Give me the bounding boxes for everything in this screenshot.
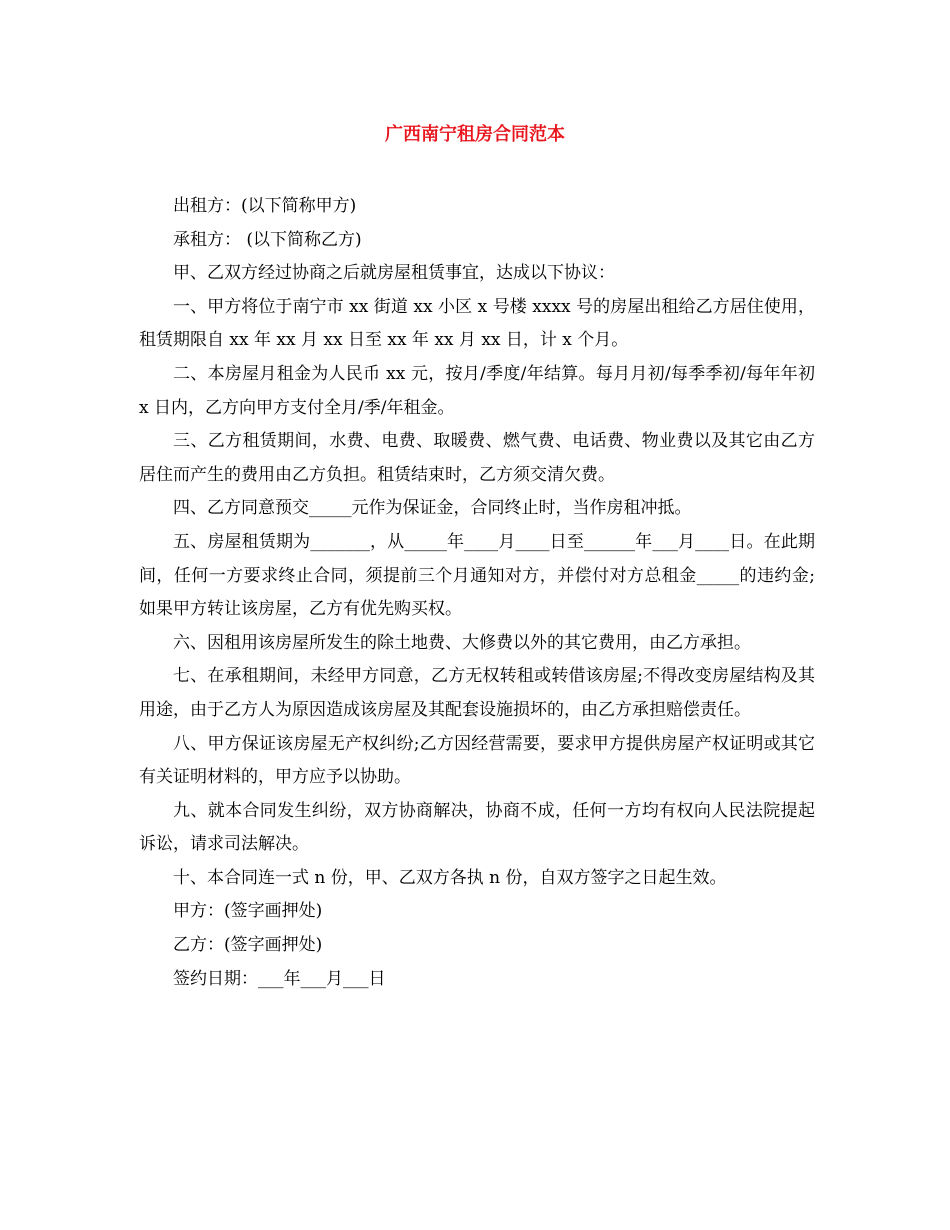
clause-5: 五、房屋租赁期为_______，从_____年____月____日至______年___月____日。在此期间，任何一方要求终止合同，须提前三个月通知对方，并偿付对方总租金_____的违约金;如果甲方转让该房屋，乙方有优先购买权。 bbox=[139, 531, 815, 620]
preamble-paragraph: 甲、乙双方经过协商之后就房屋租赁事宜，达成以下协议： bbox=[173, 263, 615, 284]
clause-6: 六、因租用该房屋所发生的除土地费、大修费以外的其它费用，由乙方承担。 bbox=[173, 632, 751, 653]
lessor-line: 出租方：(以下简称甲方) bbox=[173, 196, 357, 216]
clause-8: 八、甲方保证该房屋无产权纠纷;乙方因经营需要，要求甲方提供房屋产权证明或其它有关证明材料的，甲方应予以协助。 bbox=[139, 733, 815, 788]
clause-1: 一、甲方将位于南宁市 xx 街道 xx 小区 x 号楼 xxxx 号的房屋出租给乙方居住使用，租赁期限自 xx 年 xx 月 xx 日至 xx 年 xx 月 xx 日，计 x 个月。 bbox=[139, 296, 815, 351]
clause-10: 十、本合同连一式 n 份，甲、乙双方各执 n 份，自双方签字之日起生效。 bbox=[173, 867, 727, 888]
document-body bbox=[139, 190, 815, 996]
party-b-signature: 乙方：(签字画押处) bbox=[173, 935, 323, 956]
clause-7: 七、在承租期间，未经甲方同意，乙方无权转租或转借该房屋;不得改变房屋结构及其用途，由于乙方人为原因造成该房屋及其配套设施损坏的，由乙方承担赔偿责任。 bbox=[139, 666, 815, 720]
party-a-signature: 甲方：(签字画押处) bbox=[173, 901, 323, 922]
document-title: 广西南宁租房合同范本 bbox=[385, 124, 565, 145]
clause-4: 四、乙方同意预交_____元作为保证金，合同终止时，当作房租冲抵。 bbox=[173, 498, 692, 519]
sign-date: 签约日期：___年___月___日 bbox=[173, 968, 386, 989]
lessee-line: 承租方： (以下简称乙方) bbox=[173, 229, 362, 250]
clause-2: 二、本房屋月租金为人民币 xx 元，按月/季度/年结算。每月月初/每季季初/每年年初 x 日内，乙方向甲方支付全月/季/年租金。 bbox=[139, 363, 815, 418]
clause-3: 三、乙方租赁期间，水费、电费、取暖费、燃气费、电话费、物业费以及其它由乙方居住而产生的费用由乙方负担。租赁结束时，乙方须交清欠费。 bbox=[139, 431, 815, 485]
clause-9: 九、就本合同发生纠纷，双方协商解决，协商不成，任何一方均有权向人民法院提起诉讼，请求司法解决。 bbox=[139, 800, 815, 855]
